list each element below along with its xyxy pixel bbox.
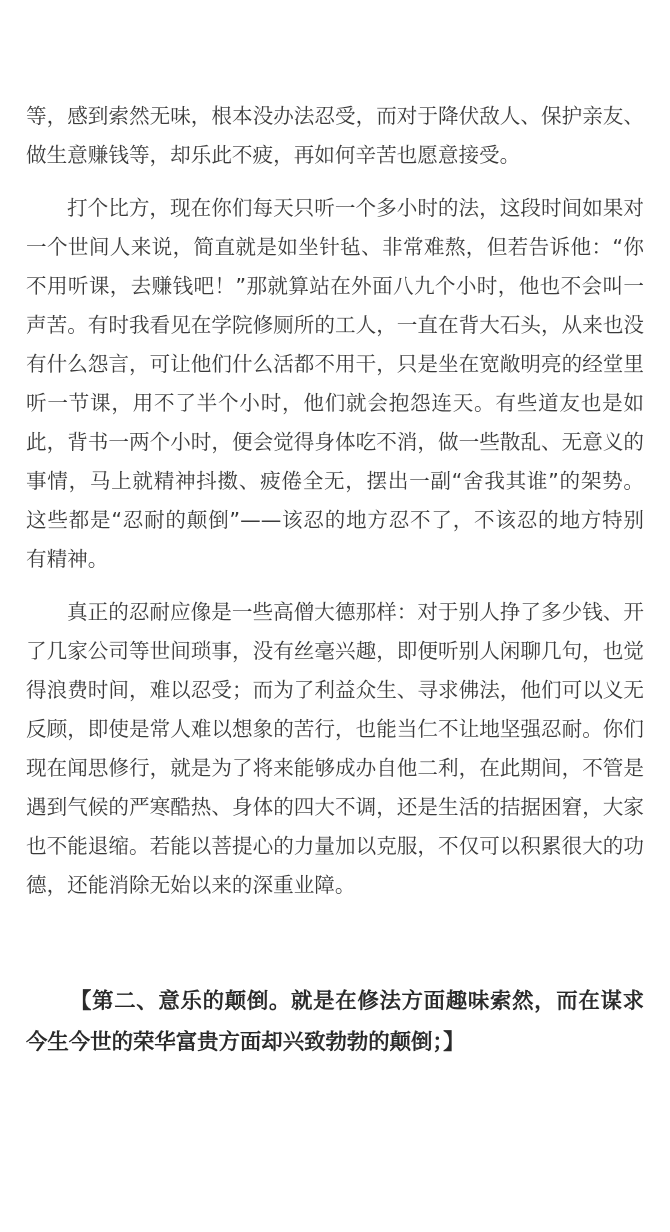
paragraph-continued: 等，感到索然无味，根本没办法忍受，而对于降伏敌人、保护亲友、做生意赚钱等，却乐此不疲，再如何辛苦也愿意接受。: [26, 104, 644, 167]
paragraph-analogy: 打个比方，现在你们每天只听一个多小时的法，这段时间如果对一个世间人来说，简直就是如坐针毡、非常难熬，但若告诉他：“你不用听课，去赚钱吧！”那就算站在外面八九个小时，他也不会叫一声苦。有时我看见在学院修厕所的工人，一直在背大石头，从来也没有什么怨言，可让他们什么活都不用干，只是坐在宽敞明亮的经堂里听一节课，用不了半个小时，他们就会抱怨连天。有些道友也是如此，背书一两个小时，便会觉得身体吃不消，做一些散乱、无意义的事情，马上就精神抖擞、疲倦全无，摆出一副“舍我其谁”的架势。这些都是“忍耐的颠倒”——该忍的地方忍不了，不该忍的地方特别有精神。: [26, 196, 644, 571]
paragraph-true-patience: 真正的忍耐应像是一些高僧大德那样：对于别人挣了多少钱、开了几家公司等世间琐事，没有丝毫兴趣，即便听别人闲聊几句，也觉得浪费时间，难以忍受；而为了利益众生、寻求佛法，他们可以义无反顾，即使是常人难以想象的苦行，也能当仁不让地坚强忍耐。你们现在闻思修行，就是为了将来能够成办自他二利，在此期间，不管是遇到气候的严寒酷热、身体的四大不调，还是生活的拮据困窘，大家也不能退缩。若能以菩提心的力量加以克服，不仅可以积累很大的功德，还能消除无始以来的深重业障。: [26, 600, 644, 897]
section-heading: 【第二、意乐的颠倒。就是在修法方面趣味索然，而在谋求今生今世的荣华富贵方面却兴致勃勃的颠倒；】: [26, 989, 644, 1055]
